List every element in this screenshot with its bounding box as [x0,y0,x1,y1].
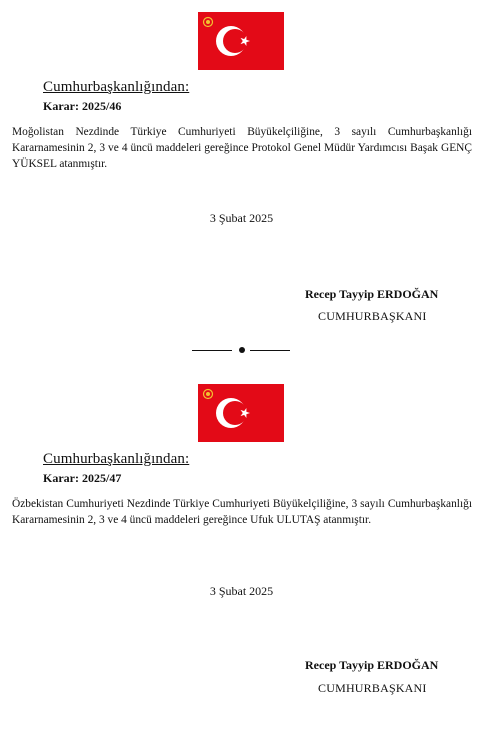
decree-number: Karar: 2025/47 [43,471,122,485]
decree-body: Özbekistan Cumhuriyeti Nezdinde Türkiye Cumhuriyeti Büyükelçiliğine, 3 sayılı Cumhurbaşkanlığı Kararnamesinin 2, 3 ve 4 üncü maddeleri gereğince Ufuk ULUTAŞ atanmıştır. [12,498,472,526]
signer-title: CUMHURBAŞKANI [318,681,427,695]
decree-date: 3 Şubat 2025 [209,211,274,225]
turkish-flag-icon [198,384,284,442]
signer-name: Recep Tayyip ERDOĞAN [305,287,439,301]
signer-title: CUMHURBAŞKANI [318,309,427,323]
decree-date: 3 Şubat 2025 [209,584,274,598]
decree-heading: Cumhurbaşkanlığından: [43,451,190,467]
turkish-flag-icon [198,12,284,70]
decree-number: Karar: 2025/46 [43,99,122,113]
decree-heading: Cumhurbaşkanlığından: [43,79,190,95]
signer-name: Recep Tayyip ERDOĞAN [305,658,439,672]
decree-body: Moğolistan Nezdinde Türkiye Cumhuriyeti Büyükelçiliğine, 3 sayılı Cumhurbaşkanlığı Kararnamesinin 2, 3 ve 4 üncü maddeleri gereğince Protokol Genel Müdür Yardımcısı Başak GENÇ YÜKSEL atanmıştır. [12,126,472,170]
section-separator [192,342,292,358]
